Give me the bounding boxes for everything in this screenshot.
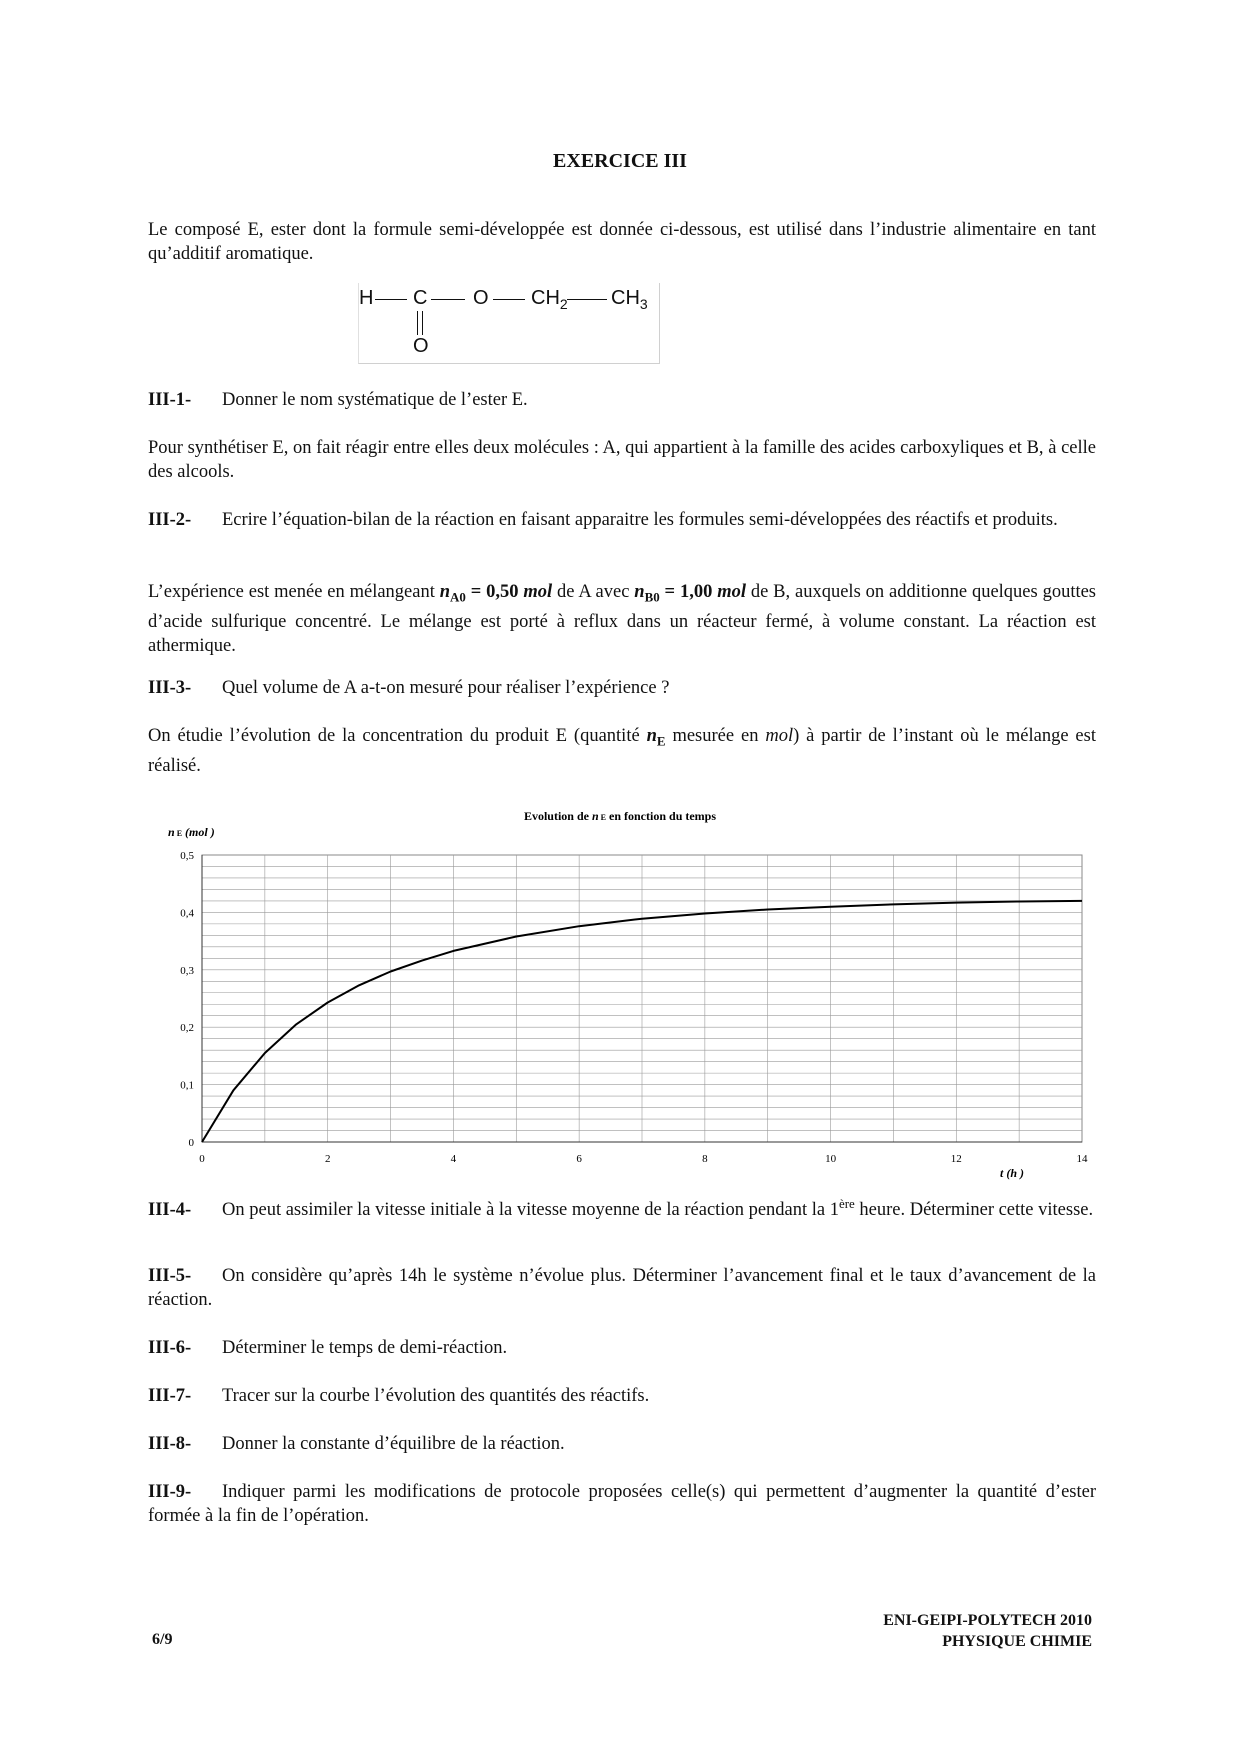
question-text: Indiquer parmi les modifications de protocole proposées celle(s) qui permettent d’augmenter la quantité d’ester formée à la fin de l’opération. [148, 1482, 1096, 1526]
formula-o-carbonyl: O [413, 335, 429, 357]
footer-school: ENI-GEIPI-POLYTECH 2010 [883, 1612, 1092, 1629]
y-tick-label: 0,1 [180, 1079, 194, 1092]
formula-bond [493, 299, 525, 300]
question-number: III-9- [148, 1482, 192, 1502]
y-tick-label: 0,2 [180, 1022, 194, 1035]
y-tick-label: 0 [188, 1137, 194, 1149]
ne-evolution-chart [140, 800, 1100, 1180]
x-tick-label: 14 [1076, 1153, 1088, 1165]
formula-o-ether: O [473, 287, 489, 309]
x-tick-label: 10 [825, 1153, 837, 1165]
formula-h: H [359, 287, 374, 309]
ester-formula [358, 283, 660, 364]
question-text: Ecrire l’équation-bilan de la réaction en faisant apparaitre les formules semi-développées des réactifs et produits. [222, 510, 1058, 530]
question-number: III-3- [148, 678, 192, 698]
question-number: III-2- [148, 510, 192, 530]
y-tick-label: 0,3 [180, 964, 194, 977]
x-tick-label: 4 [450, 1153, 457, 1165]
experiment-paragraph: L’expérience est menée en mélangeant $n_{A0} = 0,50$ mol de A avec $n_{B0} = 1,00$ mol de B, auxquels on additionne quelques gouttes d’acide sulfurique concentré. Le mélange est porté à reflux dans un réacteur fermé, à volume constant. La réaction est athermique. [148, 582, 1097, 656]
synthesis-paragraph: Pour synthétiser E, on fait réagir entre elles deux molécules : A, qui appartient à la famille des acides carboxyliques et B, à celle des alcools. [148, 438, 1096, 482]
x-tick-label: 2 [324, 1153, 331, 1165]
footer-exam-info [883, 1610, 1092, 1652]
x-tick-label: 6 [576, 1153, 582, 1165]
x-axis-label: t (h ) [1000, 1166, 1025, 1180]
formula-ch2: $CH_2$ [531, 287, 568, 312]
question-text: Donner la constante d’équilibre de la réaction. [222, 1434, 565, 1454]
x-tick-label: 0 [199, 1153, 205, 1165]
question-text: Donner le nom systématique de l’ester E. [222, 390, 528, 410]
formula-bond [567, 299, 607, 300]
question-text: Tracer sur la courbe l’évolution des quantités des réactifs. [222, 1386, 650, 1406]
question-iii-8 [148, 1432, 1096, 1456]
question-text: Quel volume de A a-t-on mesuré pour réaliser l’expérience ? [222, 678, 670, 698]
question-number: III-6- [148, 1338, 192, 1358]
study-paragraph: On étudie l’évolution de la concentration du produit E (quantité $n_E$ mesurée en mol) à partir de l’instant où le mélange est réalisé. [148, 726, 1096, 776]
formula-ch3: $CH_3$ [611, 287, 648, 312]
y-axis-label: n E (mol ) [168, 825, 215, 839]
x-tick-label: 12 [950, 1153, 962, 1165]
question-iii-6 [148, 1336, 1096, 1360]
formula-bond [375, 299, 407, 300]
y-tick-label: 0,4 [180, 907, 194, 920]
x-tick-label: 8 [702, 1153, 708, 1165]
intro-paragraph: Le composé E, ester dont la formule semi-développée est donnée ci-dessous, est utilisé dans l’industrie alimentaire en tant qu’additif aromatique. [148, 220, 1096, 264]
question-iii-3 [148, 676, 1096, 700]
formula-double-bond [417, 311, 423, 335]
question-iii-5 [148, 1264, 1096, 1312]
formula-c: C [413, 287, 428, 309]
question-iii-7 [148, 1384, 1096, 1408]
question-number: III-1- [148, 390, 192, 410]
formula-bond [431, 299, 465, 300]
question-text: Déterminer le temps de demi-réaction. [222, 1338, 508, 1358]
exercise-title: EXERCICE III [553, 150, 687, 172]
question-number: III-5- [148, 1266, 192, 1286]
question-iii-2 [148, 508, 1096, 532]
question-number: III-7- [148, 1386, 192, 1406]
y-tick-label: 0,5 [180, 850, 194, 862]
page-number: 6/9 [152, 1631, 173, 1648]
question-number: III-4- [148, 1200, 192, 1221]
question-iii-1 [148, 388, 1096, 412]
question-number: III-8- [148, 1434, 192, 1454]
chart-svg [140, 800, 1100, 1180]
question-text: On considère qu’après 14h le système n’évolue plus. Déterminer l’avancement final et le taux d’avancement de la réaction. [148, 1266, 1096, 1310]
question-iii-9 [148, 1480, 1096, 1528]
footer-subject: PHYSIQUE CHIMIE [942, 1633, 1092, 1650]
chart-title: Evolution de n E en fonction du temps [523, 809, 717, 823]
question-iii-4: III-4- On peut assimiler la vitesse initiale à la vitesse moyenne de la réaction pendant la 1ère heure. Déterminer cette vitesse. [148, 1196, 1094, 1221]
